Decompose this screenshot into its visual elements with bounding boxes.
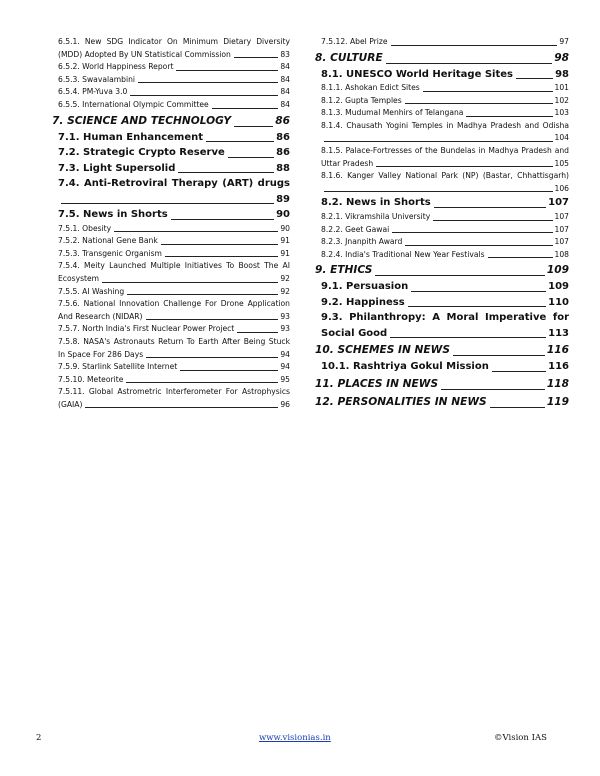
toc-leader <box>176 70 278 71</box>
toc-page-number: 86 <box>276 147 290 159</box>
toc-page-number: 116 <box>546 344 569 357</box>
toc-page-number: 84 <box>280 74 290 84</box>
toc-title: 7.5.1. Obesity <box>58 223 112 233</box>
toc-subsection[interactable] <box>58 286 290 299</box>
toc-title: Social Good <box>321 327 388 339</box>
toc-page-number: 107 <box>554 211 569 221</box>
toc-page-number: 110 <box>548 296 569 308</box>
toc-subsection[interactable] <box>321 211 569 224</box>
toc-leader <box>146 357 278 358</box>
toc-page-number: 92 <box>280 273 290 283</box>
toc-page-number: 103 <box>554 108 569 118</box>
toc-title-wrapped: 7.5.11. Global Astrometric Interferometer For Astrophysics <box>58 387 290 397</box>
toc-subsection[interactable] <box>321 120 569 145</box>
toc-leader <box>391 45 558 46</box>
toc-leader <box>171 219 274 220</box>
toc-page-number: 97 <box>559 37 569 46</box>
toc-leader <box>234 126 273 127</box>
toc-page-number: 88 <box>276 162 290 174</box>
toc-leader <box>492 371 546 372</box>
toc-page-number: 86 <box>276 131 290 143</box>
toc-title: 8.1.3. Mudumal Menhirs of Telangana <box>321 108 464 118</box>
toc-title: 8. CULTURE <box>315 51 383 64</box>
toc-leader <box>392 232 552 233</box>
toc-page-number: 95 <box>280 374 290 384</box>
toc-page-number: 91 <box>280 236 290 246</box>
toc-page-number: 86 <box>275 114 290 127</box>
toc-leader <box>228 157 274 158</box>
toc-title-wrapped: 8.1.6. Kanger Valley National Park (NP) (Bastar, Chhattisgarh) <box>321 171 569 181</box>
toc-title: 7.5.5. AI Washing <box>58 286 125 296</box>
toc-leader <box>441 389 545 390</box>
toc-leader <box>85 407 278 408</box>
toc-leader <box>178 172 274 173</box>
toc-title: Ecosystem <box>58 273 100 283</box>
toc-leader <box>423 91 553 92</box>
toc-title: 10.1. Rashtriya Gokul Mission <box>321 361 489 373</box>
toc-subsection[interactable] <box>58 323 290 336</box>
toc-title: 9.1. Persuasion <box>321 281 409 293</box>
toc-subsection[interactable] <box>321 36 569 49</box>
toc-chapter[interactable] <box>315 341 569 359</box>
toc-title-wrapped: 7.4. Anti-Retroviral Therapy (ART) drugs <box>58 178 290 190</box>
toc-section[interactable] <box>58 145 290 161</box>
toc-page-number: 93 <box>280 311 290 321</box>
toc-page-number: 118 <box>546 377 569 390</box>
toc-subsection[interactable] <box>58 336 290 361</box>
toc-title: 7.5.12. Abel Prize <box>321 37 388 46</box>
toc-page-number: 119 <box>546 395 569 408</box>
toc-title: And Research (NIDAR) <box>58 311 143 321</box>
toc-leader <box>102 282 278 283</box>
toc-leader <box>324 191 553 192</box>
toc-title: 9. ETHICS <box>315 264 373 277</box>
toc-page-number: 107 <box>554 224 569 234</box>
toc-chapter[interactable] <box>315 49 569 67</box>
toc-title: 6.5.4. PM-Yuva 3.0 <box>58 87 128 97</box>
toc-title: 7.5.2. National Gene Bank <box>58 236 158 246</box>
toc-title: 6.5.2. World Happiness Report <box>58 62 174 72</box>
toc-leader <box>453 355 545 356</box>
toc-subsection[interactable] <box>58 374 290 387</box>
toc-leader <box>146 319 279 320</box>
toc-title: 11. PLACES IN NEWS <box>315 377 439 390</box>
toc-leader <box>490 407 545 408</box>
toc-title: 8.1.1. Ashokan Edict Sites <box>321 83 420 93</box>
toc-leader <box>237 332 278 333</box>
toc-title-wrapped: 6.5.1. New SDG Indicator On Minimum Dietary Diversity <box>58 37 290 46</box>
toc-section[interactable] <box>321 310 569 341</box>
toc-subsection[interactable] <box>321 145 569 170</box>
toc-subsection[interactable] <box>58 74 290 87</box>
toc-subsection[interactable] <box>321 95 569 108</box>
toc-subsection[interactable] <box>58 36 290 61</box>
toc-title: 7. SCIENCE AND TECHNOLOGY <box>52 114 232 127</box>
toc-title: (GAIA) <box>58 399 83 409</box>
toc-page-number: 107 <box>548 197 569 209</box>
toc-right-column <box>315 36 569 411</box>
toc-leader <box>433 220 552 221</box>
toc-title: 8.1.2. Gupta Temples <box>321 95 402 105</box>
toc-title: 7.3. Light Supersolid <box>58 162 176 174</box>
toc-title-wrapped: 7.5.4. Meity Launched Multiple Initiatives To Boost The AI <box>58 261 290 271</box>
toc-title: 8.2.4. India's Traditional New Year Festivals <box>321 249 485 259</box>
toc-section[interactable] <box>321 67 569 83</box>
toc-page-number: 91 <box>280 248 290 258</box>
toc-title: 10. SCHEMES IN NEWS <box>315 344 450 357</box>
toc-page-number: 84 <box>280 62 290 72</box>
toc-leader <box>386 63 553 64</box>
toc-title: 6.5.3. Swavalambini <box>58 74 135 84</box>
toc-title: 6.5.5. International Olympic Committee <box>58 99 209 109</box>
toc-subsection[interactable] <box>58 260 290 285</box>
toc-page-number: 90 <box>276 209 290 221</box>
toc-page-number: 107 <box>554 237 569 247</box>
toc-section[interactable] <box>58 207 290 223</box>
toc-leader <box>138 82 278 83</box>
toc-section[interactable] <box>321 279 569 295</box>
toc-section[interactable] <box>58 176 290 207</box>
toc-subsection[interactable] <box>58 86 290 99</box>
toc-leader <box>375 275 544 276</box>
toc-leader <box>405 245 552 246</box>
toc-subsection[interactable] <box>321 236 569 249</box>
toc-page-number: 105 <box>554 158 569 168</box>
toc-section[interactable] <box>321 359 569 375</box>
toc-title: 7.5.3. Transgenic Organism <box>58 248 162 258</box>
toc-section[interactable] <box>321 195 569 211</box>
toc-page-number: 84 <box>280 99 290 109</box>
toc-title: 8.1. UNESCO World Heritage Sites <box>321 68 513 80</box>
toc-leader <box>206 141 274 142</box>
toc-page-number: 98 <box>554 51 569 64</box>
toc-title: 8.2.1. Vikramshila University <box>321 211 431 221</box>
toc-leader <box>212 108 279 109</box>
toc-section[interactable] <box>58 161 290 177</box>
toc-title-wrapped: 7.5.8. NASA's Astronauts Return To Earth After Being Stuck <box>58 336 290 346</box>
toc-page-number: 113 <box>548 327 569 339</box>
toc-leader <box>161 244 279 245</box>
toc-page-number: 109 <box>548 281 569 293</box>
toc-title: 12. PERSONALITIES IN NEWS <box>315 395 487 408</box>
toc-page-number: 116 <box>548 361 569 373</box>
toc-leader <box>405 103 553 104</box>
toc-title: 7.2. Strategic Crypto Reserve <box>58 147 225 159</box>
toc-chapter[interactable] <box>315 393 569 411</box>
toc-leader <box>234 57 278 58</box>
toc-title: 8.2.3. Jnanpith Award <box>321 237 403 247</box>
toc-leader <box>130 95 278 96</box>
toc-subsection[interactable] <box>58 361 290 374</box>
toc-chapter[interactable] <box>315 375 569 393</box>
toc-leader <box>488 257 553 258</box>
copyright: ©Vision IAS <box>494 733 547 743</box>
toc-leader <box>376 166 552 167</box>
toc-page-number: 83 <box>280 49 290 59</box>
toc-title-wrapped: 8.1.4. Chausath Yogini Temples in Madhya Pradesh and Odisha <box>321 120 569 130</box>
toc-title: 8.2. News in Shorts <box>321 197 431 209</box>
toc-title: Uttar Pradesh <box>321 158 374 168</box>
page-number: 2 <box>36 733 42 743</box>
toc-leader <box>126 382 278 383</box>
toc-title: In Space For 286 Days <box>58 349 144 359</box>
toc-leader <box>408 306 546 307</box>
toc-left-column <box>52 36 290 411</box>
toc-section[interactable] <box>321 295 569 311</box>
toc-subsection[interactable] <box>58 248 290 261</box>
toc-title-wrapped: 7.5.6. National Innovation Challenge For Drone Application <box>58 299 290 309</box>
toc-title: 9.2. Happiness <box>321 296 405 308</box>
toc-page-number: 94 <box>280 349 290 359</box>
toc-section[interactable] <box>58 130 290 146</box>
toc-page-number: 98 <box>555 68 569 80</box>
toc-subsection[interactable] <box>58 298 290 323</box>
toc-leader <box>127 294 278 295</box>
toc-page-number: 93 <box>280 324 290 334</box>
toc-leader <box>516 78 553 79</box>
toc-leader <box>324 141 553 142</box>
toc-page-number: 90 <box>280 223 290 233</box>
toc-title: 8.2.2. Geet Gawai <box>321 224 390 234</box>
toc-subsection[interactable] <box>321 249 569 262</box>
toc-title: 7.1. Human Enhancement <box>58 131 203 143</box>
toc-subsection[interactable] <box>58 61 290 74</box>
toc-leader <box>466 116 552 117</box>
toc-page-number: 92 <box>280 286 290 296</box>
toc-leader <box>434 207 546 208</box>
toc-subsection[interactable] <box>58 99 290 112</box>
toc-page-number: 108 <box>554 249 569 259</box>
toc-title: 7.5. News in Shorts <box>58 209 168 221</box>
toc-page-number: 109 <box>546 264 569 277</box>
toc-title: 7.5.9. Starlink Satellite Internet <box>58 362 178 372</box>
toc-title: 7.5.7. North India's First Nuclear Power Project <box>58 324 235 334</box>
website-link[interactable]: www.visionias.in <box>259 733 331 743</box>
toc-leader <box>411 291 546 292</box>
toc-subsection[interactable] <box>321 170 569 195</box>
toc-page-number: 89 <box>276 193 290 205</box>
toc-leader <box>390 337 546 338</box>
toc-page-number: 104 <box>554 133 569 143</box>
toc-page-number: 101 <box>554 83 569 93</box>
toc-subsection[interactable] <box>58 223 290 236</box>
toc-leader <box>114 231 278 232</box>
toc-title-wrapped: 9.3. Philanthropy: A Moral Imperative for <box>321 312 569 324</box>
toc-subsection[interactable] <box>321 107 569 120</box>
toc-leader <box>165 256 278 257</box>
toc-title: 7.5.10. Meteorite <box>58 374 124 384</box>
toc-title-wrapped: 8.1.5. Palace-Fortresses of the Bundelas in Madhya Pradesh and <box>321 146 569 156</box>
toc-subsection[interactable] <box>321 82 569 95</box>
toc-page-number: 102 <box>554 95 569 105</box>
toc-page-number: 106 <box>554 183 569 193</box>
toc-chapter[interactable] <box>315 261 569 279</box>
toc-title: (MDD) Adopted By UN Statistical Commission <box>58 49 231 59</box>
toc-page-number: 96 <box>280 399 290 409</box>
toc-page-number: 84 <box>280 87 290 97</box>
toc-leader <box>61 203 274 204</box>
toc-leader <box>180 370 278 371</box>
toc-subsection[interactable] <box>58 235 290 248</box>
toc-page-number: 94 <box>280 362 290 372</box>
toc-subsection[interactable] <box>58 386 290 411</box>
toc-subsection[interactable] <box>321 224 569 237</box>
toc-chapter[interactable] <box>52 112 290 130</box>
